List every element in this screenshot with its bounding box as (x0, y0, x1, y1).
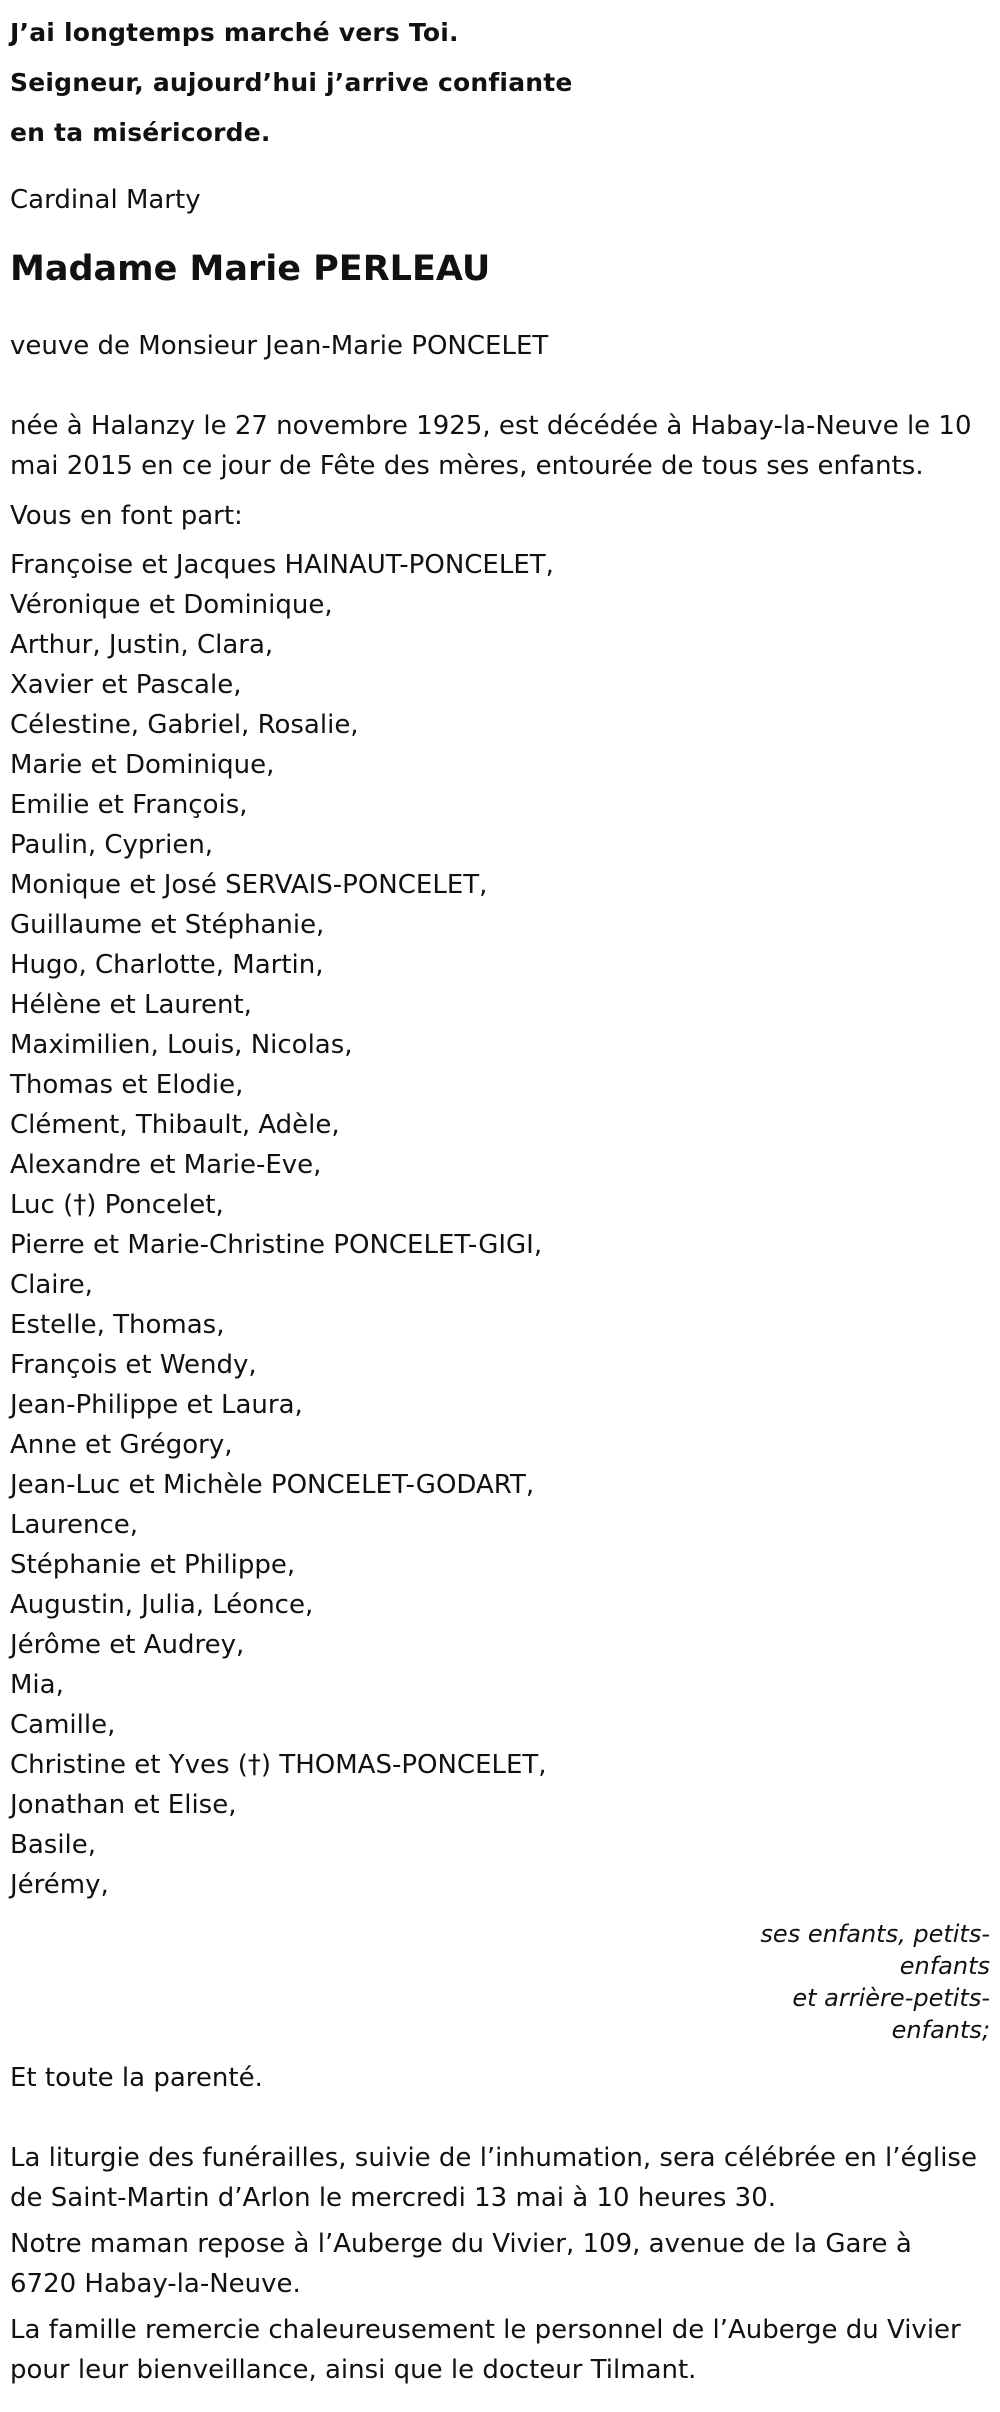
family-member-line: François et Wendy, (10, 1350, 257, 1380)
birth-death-statement: née à Halanzy le 27 novembre 1925, est décédée à Habay-la-Neuve le 10 mai 2015 en ce jour de Fête des mères, entourée de tous ses enfants. (10, 411, 972, 481)
family-member-line: Hugo, Charlotte, Martin, (10, 950, 324, 980)
verse-line: J’ai longtemps marché vers Toi. (10, 18, 459, 47)
signature-line: et arrière-petits- (792, 1984, 990, 2012)
verse-line: en ta miséricorde. (10, 118, 271, 147)
verse-author: Cardinal Marty (10, 185, 201, 215)
family-member-line: Anne et Grégory, (10, 1430, 233, 1460)
family-member-line: Jean-Luc et Michèle PONCELET-GODART, (10, 1470, 535, 1500)
announcement-intro: Vous en font part: (10, 501, 243, 531)
family-member-line: Véronique et Dominique, (10, 590, 333, 620)
family-member-line: Christine et Yves (†) THOMAS-PONCELET, (10, 1750, 547, 1780)
family-member-line: Emilie et François, (10, 790, 248, 820)
family-member-line: Xavier et Pascale, (10, 670, 242, 700)
signature-line: enfants (899, 1952, 990, 1980)
family-member-line: Françoise et Jacques HAINAUT-PONCELET, (10, 550, 554, 580)
family-member-line: Maximilien, Louis, Nicolas, (10, 1030, 353, 1060)
family-member-line: Augustin, Julia, Léonce, (10, 1590, 314, 1620)
family-member-line: Monique et José SERVAIS-PONCELET, (10, 870, 488, 900)
family-member-line: Jérémy, (10, 1870, 109, 1900)
family-member-line: Marie et Dominique, (10, 750, 275, 780)
family-member-line: Basile, (10, 1830, 97, 1860)
family-member-line: Jean-Philippe et Laura, (10, 1390, 303, 1420)
obituary-notice (10, 0, 990, 2385)
family-member-line: Stéphanie et Philippe, (10, 1550, 296, 1580)
family-member-line: Arthur, Justin, Clara, (10, 630, 274, 660)
family-member-line: Jonathan et Elise, (10, 1790, 237, 1820)
thanks-notice: La famille remercie chaleureusement le personnel de l’Auberge du Vivier pour leur bienveillance, ainsi que le docteur Tilmant. (10, 2315, 961, 2385)
extended-family-line: Et toute la parenté. (10, 2063, 263, 2093)
family-member-line: Estelle, Thomas, (10, 1310, 225, 1340)
verse-line: Seigneur, aujourd’hui j’arrive confiante (10, 68, 573, 97)
family-member-line: Clément, Thibault, Adèle, (10, 1110, 340, 1140)
deceased-name: Madame Marie PERLEAU (10, 249, 491, 289)
family-member-line: Mia, (10, 1670, 64, 1700)
family-signature (710, 1918, 990, 2046)
resting-place-notice: Notre maman repose à l’Auberge du Vivier, 109, avenue de la Gare à 6720 Habay-la-Neuve. (10, 2229, 912, 2299)
family-member-line: Pierre et Marie-Christine PONCELET-GIGI, (10, 1230, 543, 1260)
family-member-line: Hélène et Laurent, (10, 990, 252, 1020)
signature-line: ses enfants, petits- (760, 1920, 990, 1948)
widow-line: veuve de Monsieur Jean-Marie PONCELET (10, 331, 549, 361)
family-member-line: Célestine, Gabriel, Rosalie, (10, 710, 359, 740)
family-member-line: Thomas et Elodie, (10, 1070, 244, 1100)
family-member-line: Guillaume et Stéphanie, (10, 910, 325, 940)
family-list (10, 545, 990, 1905)
family-member-line: Luc (†) Poncelet, (10, 1190, 224, 1220)
family-member-line: Laurence, (10, 1510, 139, 1540)
family-member-line: Camille, (10, 1710, 116, 1740)
family-member-line: Jérôme et Audrey, (10, 1630, 245, 1660)
opening-verse (10, 0, 990, 158)
family-member-line: Alexandre et Marie-Eve, (10, 1150, 322, 1180)
family-member-line: Claire, (10, 1270, 93, 1300)
family-member-line: Paulin, Cyprien, (10, 830, 214, 860)
funeral-notice: La liturgie des funérailles, suivie de l’inhumation, sera célébrée en l’église de Saint-Martin d’Arlon le mercredi 13 mai à 10 heures 30. (10, 2143, 977, 2213)
signature-line: enfants; (891, 2016, 990, 2044)
